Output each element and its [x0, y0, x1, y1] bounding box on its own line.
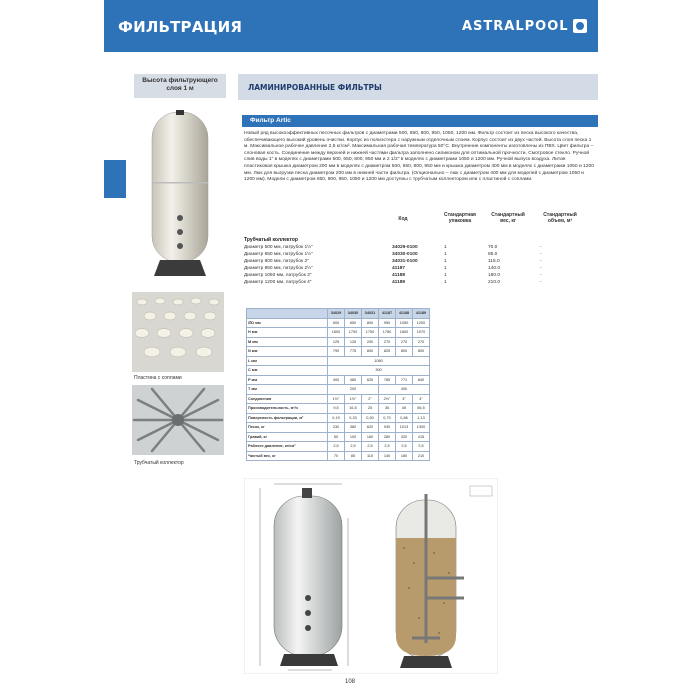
grid-row [247, 394, 430, 404]
grid-cell: 160 [362, 432, 379, 442]
grid-header-cell: 41187 [379, 309, 396, 319]
grid-cell: 200 [362, 337, 379, 347]
grid-row-label: Чистый вес, кг [247, 451, 328, 461]
spec-header-pack: Стандартная упаковка [444, 212, 476, 224]
grid-cell: 2" [362, 394, 379, 404]
grid-cell: 1013 [396, 423, 413, 433]
section-title: ЛАМИНИРОВАННЫЕ ФИЛЬТРЫ [248, 83, 382, 92]
grid-row [247, 347, 430, 357]
grid-cell: 125 [345, 337, 362, 347]
grid-cell: 650 [345, 318, 362, 328]
grid-header-cell: 34030 [345, 309, 362, 319]
spec-name: Диаметр 800 мм, патрубок 2" [244, 259, 309, 264]
grid-cell: 1,13 [413, 413, 430, 423]
subsection-title: Фильтр Artic [250, 117, 291, 124]
spec-pack: 1 [444, 259, 447, 264]
spec-code: 41187 [392, 266, 406, 271]
grid-header-cell: 34031 [362, 309, 379, 319]
spec-row [244, 252, 598, 259]
dimensions-table [246, 308, 430, 461]
grid-cell: 950 [379, 318, 396, 328]
spec-pack: 1 [444, 273, 447, 278]
grid-row-label: Соединения [247, 394, 328, 404]
grid-cell: 0,86 [396, 413, 413, 423]
grid-cell: 500 [328, 318, 345, 328]
caption-collector: Трубчатый коллектор [134, 460, 184, 466]
grid-cell: 480 [345, 375, 362, 385]
grid-cell: 400 [379, 385, 430, 395]
grid-cell: 0,50 [362, 413, 379, 423]
grid-row [247, 328, 430, 338]
grid-header-cell: 41189 [413, 309, 430, 319]
spec-code: 41188 [392, 273, 406, 278]
grid-cell: 400 [328, 375, 345, 385]
grid-row-label: L мм [247, 356, 328, 366]
description-paragraph: Новый ряд высокоэффективных песочных фильтров с диаметрами 500, 650, 800, 950, 1050, 1200 мм. Фильтр состоит из песка высокого качества, обеспечивающего высокий уровень очистки. Корпус из полиэстера с наружным отделочным слоем. Корпус состоит из двух частей. Высота слоя песка 1 м. Максимальное рабочее давление 2,5 кг/см². Максимальная рабочая температура 50°С. Внутренние компоненты изготовлены из ПВХ. Цвет фильтра – слоновая кость. Соединение между верхней и нижней частями фильтра заполнено силиконом для оптимальной прочности. Смотровое стекло. Ручной слив воды 1" в моделях с диаметрами 500, 650, 800, 950 мм и 2 1/2" в моделях с диаметрами 1050 и 1200 мм. Ручной выпуск воздуха. Литая пластиковая крышка диаметром 200 мм в моделях с диаметром 500, 650, 800, 950 мм и крышка диаметром 400 мм в моделях с диаметрами 1050 и 1200 мм. Люк для выгрузки песка диаметром 200 мм в нижней части фильтра. (Опционально – люк с диаметром 400 мм для моделей с диаметром 1050 и 1200 мм). Модели с диаметром 650, 800, 950, 1050 и 1200 мм доступны с трубчатым коллектором или с пластиной с соплами. [244, 131, 594, 183]
grid-cell: 1750 [362, 328, 379, 338]
spec-header-weight: Стандартный вес, кг [491, 212, 525, 224]
brand-logo [462, 14, 587, 38]
grid-cell: 1½" [328, 394, 345, 404]
grid-cell: 200 [328, 385, 379, 395]
spec-volume: - [540, 245, 542, 250]
grid-cell: 0,19 [328, 413, 345, 423]
grid-cell: 840 [413, 375, 430, 385]
grid-cell: 45 [396, 404, 413, 414]
spec-volume: - [540, 252, 542, 257]
grid-row [247, 404, 430, 414]
grid-cell: 1800 [396, 328, 413, 338]
grid-cell: 0,70 [379, 413, 396, 423]
grid-cell: 25 [362, 404, 379, 414]
spec-name: Диаметр 650 мм, патрубок 1½" [244, 252, 313, 257]
caption-nozzle-plate: Пластина с соплами [134, 375, 182, 381]
brand-mark-icon [573, 19, 587, 33]
grid-cell: 270 [413, 337, 430, 347]
grid-cell: 0,33 [345, 413, 362, 423]
spec-code: 34030-0100 [392, 252, 418, 257]
spec-name: Диаметр 950 мм, патрубок 2½" [244, 266, 313, 271]
side-label-line-2: слоя 1 м [166, 85, 194, 92]
subsection-bar [242, 115, 598, 127]
spec-code: 41189 [392, 280, 406, 285]
grid-cell: 800 [362, 318, 379, 328]
spec-row [244, 273, 598, 280]
grid-cell: 930 [379, 423, 396, 433]
grid-cell: 3" [396, 394, 413, 404]
grid-cell: 1600 [328, 328, 345, 338]
grid-cell: 115 [362, 451, 379, 461]
spec-row [244, 266, 598, 273]
spec-volume: - [540, 259, 542, 264]
spec-pack: 1 [444, 266, 447, 271]
grid-cell: 785 [379, 375, 396, 385]
grid-cell: 1080 [328, 356, 430, 366]
spec-volume: - [540, 273, 542, 278]
grid-cell: 16,5 [345, 404, 362, 414]
grid-cell: 775 [345, 347, 362, 357]
grid-row-label: M мм [247, 337, 328, 347]
spec-weight: 70.0 [488, 245, 498, 250]
grid-cell: 9,5 [328, 404, 345, 414]
grid-cell: 1700 [345, 328, 362, 338]
grid-cell: 800 [362, 347, 379, 357]
grid-cell: 1970 [413, 328, 430, 338]
spec-pack: 1 [444, 252, 447, 257]
spec-weight: 85.0 [488, 252, 498, 257]
spec-volume: - [540, 266, 542, 271]
grid-row-label: C мм [247, 366, 328, 376]
grid-cell: 100 [345, 432, 362, 442]
grid-row [247, 356, 430, 366]
grid-row [247, 337, 430, 347]
grid-row-label: Гравий, кг [247, 432, 328, 442]
spec-code: 34029-0100 [392, 245, 418, 250]
grid-row [247, 423, 430, 433]
grid-row-label: H мм [247, 328, 328, 338]
brand-logo-text: ASTRALPOOL [462, 18, 569, 34]
grid-cell: 2,5 [328, 442, 345, 452]
grid-row-label: Производительность, м³/ч [247, 404, 328, 414]
grid-cell: 2½" [379, 394, 396, 404]
grid-header-cell: 41188 [396, 309, 413, 319]
grid-cell: 35 [379, 404, 396, 414]
spec-row [244, 245, 598, 252]
technical-drawing [244, 478, 498, 674]
spec-header-code: Код [398, 216, 408, 222]
grid-cell: 2,5 [413, 442, 430, 452]
spec-header-volume: Стандартный объем, м³ [543, 212, 577, 224]
grid-cell: 320 [396, 432, 413, 442]
spec-name: Диаметр 500 мм, патрубок 1½" [244, 245, 313, 250]
grid-row-label: P мм [247, 375, 328, 385]
grid-row-label: Поверхность фильтрации, м² [247, 413, 328, 423]
spec-row [244, 280, 598, 287]
grid-cell: 125 [328, 337, 345, 347]
grid-row [247, 375, 430, 385]
grid-cell: 270 [379, 337, 396, 347]
spec-group-label: Трубчатый коллектор [244, 237, 298, 243]
grid-row-label: N мм [247, 347, 328, 357]
grid-cell: 1780 [379, 328, 396, 338]
grid-cell: 790 [328, 347, 345, 357]
grid-cell: 70 [328, 451, 345, 461]
grid-cell: 625 [362, 375, 379, 385]
grid-cell: 180 [396, 451, 413, 461]
grid-cell: 380 [345, 423, 362, 433]
grid-cell: 620 [362, 423, 379, 433]
spec-weight: 210.0 [488, 280, 501, 285]
grid-row-label: ∅D мм [247, 318, 328, 328]
grid-cell: 1½" [345, 394, 362, 404]
grid-cell: 50 [328, 432, 345, 442]
grid-cell: 280 [379, 432, 396, 442]
grid-cell: 415 [413, 432, 430, 442]
grid-cell: 771 [396, 375, 413, 385]
grid-row [247, 366, 430, 376]
page-number: 108 [345, 679, 356, 685]
grid-cell: 140 [379, 451, 396, 461]
filter-product-image [140, 110, 220, 280]
side-label-box [134, 74, 226, 98]
grid-row-label: T мм [247, 385, 328, 395]
grid-cell: 1300 [413, 423, 430, 433]
grid-cell: 270 [396, 337, 413, 347]
grid-cell: 56,5 [413, 404, 430, 414]
spec-weight: 140.0 [488, 266, 501, 271]
grid-cell: 85 [345, 451, 362, 461]
spec-weight: 115.0 [488, 259, 500, 264]
grid-row-label: Рабочее давление, кг/см² [247, 442, 328, 452]
grid-row-label: Песок, кг [247, 423, 328, 433]
grid-cell: 1200 [413, 318, 430, 328]
grid-corner [247, 309, 328, 319]
grid-cell: 300 [328, 366, 430, 376]
grid-cell: 1050 [396, 318, 413, 328]
grid-cell: 2,5 [345, 442, 362, 452]
grid-cell: 800 [413, 347, 430, 357]
tubular-collector-image [132, 385, 224, 455]
side-tab-marker [104, 160, 126, 198]
spec-row [244, 259, 598, 266]
grid-row [247, 451, 430, 461]
page-title: ФИЛЬТРАЦИЯ [118, 18, 243, 36]
grid-cell: 230 [328, 423, 345, 433]
spec-weight: 180.0 [488, 273, 501, 278]
grid-row [247, 432, 430, 442]
grid-header-cell: 34029 [328, 309, 345, 319]
spec-pack: 1 [444, 245, 447, 250]
grid-cell: 2,5 [396, 442, 413, 452]
grid-cell: 4" [413, 394, 430, 404]
grid-row [247, 385, 430, 395]
spec-code: 34031-0100 [392, 259, 418, 264]
spec-volume: - [540, 280, 542, 285]
grid-row [247, 413, 430, 423]
grid-cell: 2,5 [362, 442, 379, 452]
grid-cell: 2,5 [379, 442, 396, 452]
nozzle-plate-image [132, 292, 224, 372]
grid-row [247, 318, 430, 328]
grid-cell: 210 [413, 451, 430, 461]
side-label-line-1: Высота фильтрующего [142, 77, 218, 84]
spec-pack: 1 [444, 280, 447, 285]
spec-name: Диаметр 1050 мм, патрубок 3" [244, 273, 312, 278]
grid-cell: 800 [396, 347, 413, 357]
grid-cell: 825 [379, 347, 396, 357]
grid-row [247, 442, 430, 452]
spec-name: Диаметр 1200 мм, патрубок 4" [244, 280, 312, 285]
